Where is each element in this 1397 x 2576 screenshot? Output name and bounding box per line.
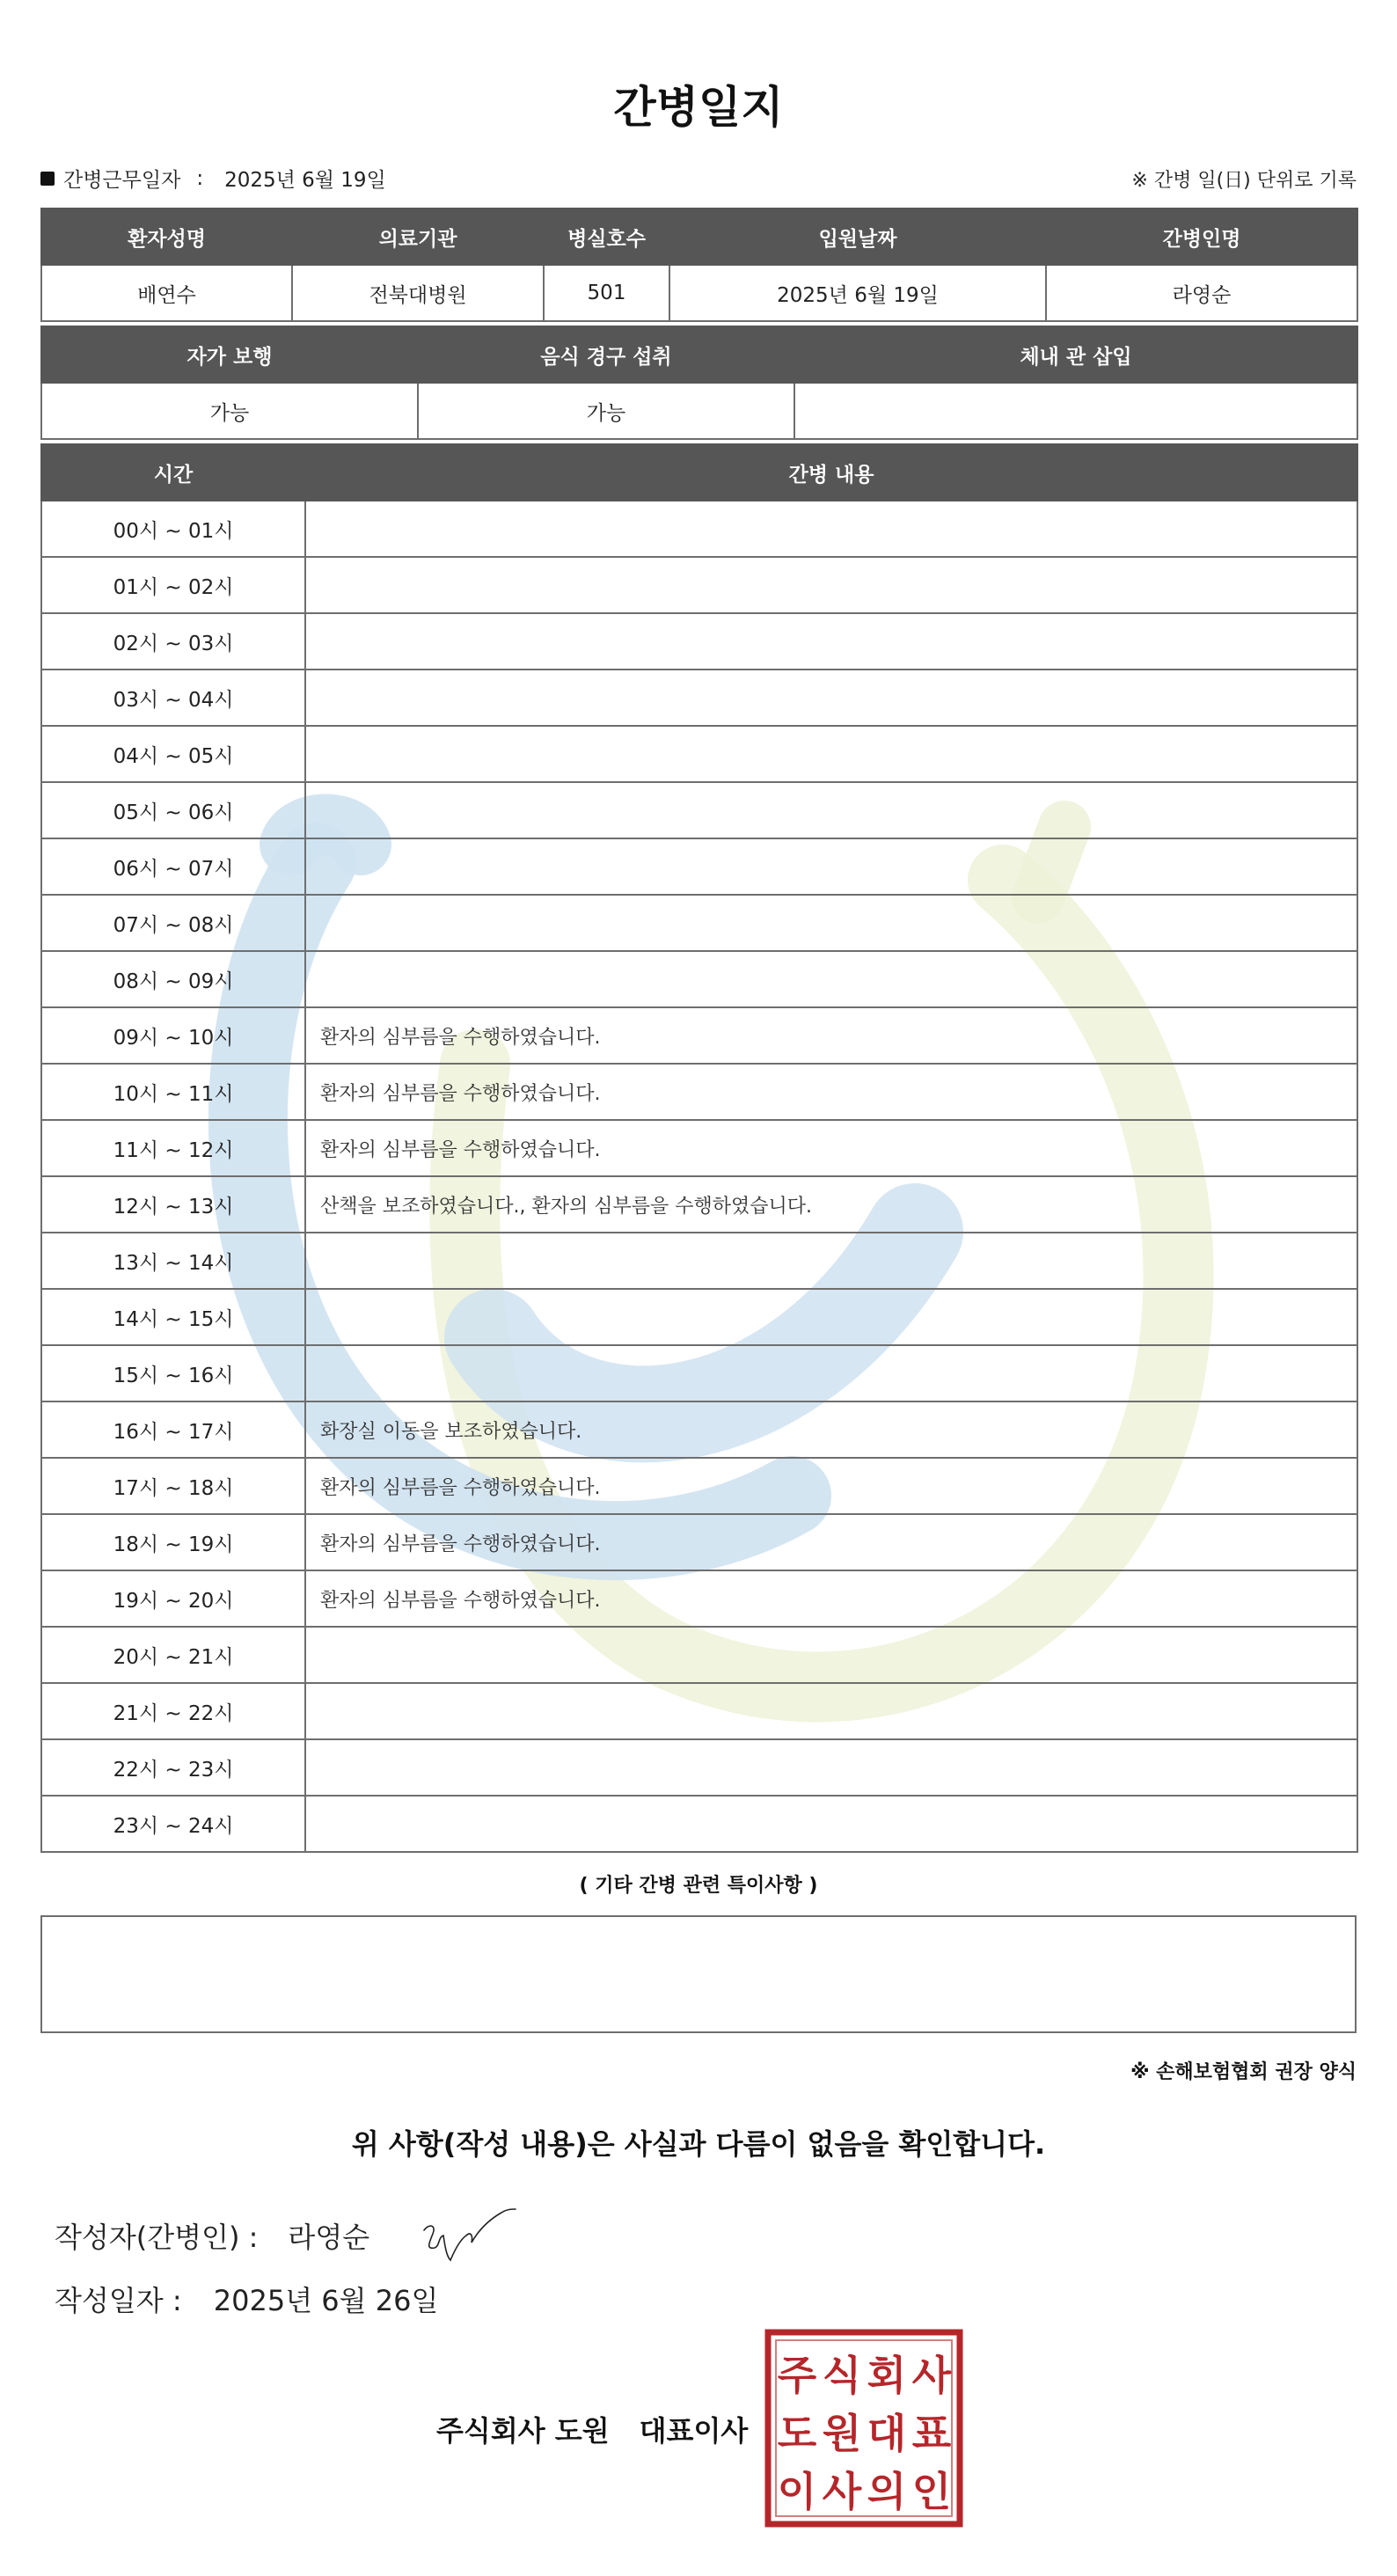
log-time-cell: 08시 ~ 09시 — [41, 951, 305, 1007]
seal-character: 식 — [822, 2352, 862, 2399]
header-caregiver-name: 간병인명 — [1046, 209, 1357, 265]
log-content-cell — [305, 1233, 1357, 1289]
seal-character: 도 — [777, 2410, 817, 2457]
confirmation-statement: 위 사항(작성 내용)은 사실과 다름이 없음을 확인합니다. — [351, 2127, 1046, 2161]
log-time-cell: 02시 ~ 03시 — [41, 613, 305, 670]
log-content-cell: 화장실 이동을 보조하였습니다. — [305, 1401, 1357, 1458]
log-content-cell — [305, 1345, 1357, 1401]
log-content-cell: 환자의 심부름을 수행하였습니다. — [305, 1514, 1357, 1570]
table-row — [41, 557, 1357, 613]
log-time-cell: 23시 ~ 24시 — [41, 1796, 305, 1852]
log-time-cell: 17시 ~ 18시 — [41, 1458, 305, 1514]
log-time-cell: 15시 ~ 16시 — [41, 1345, 305, 1401]
table-row — [41, 726, 1357, 782]
table-row — [41, 501, 1357, 557]
header-care-content: 간병 내용 — [305, 444, 1357, 501]
written-date-row — [55, 2279, 438, 2319]
table-row — [41, 1401, 1357, 1458]
seal-character: 의 — [867, 2468, 907, 2515]
seal-character: 표 — [911, 2410, 952, 2457]
table-row — [41, 1176, 1357, 1233]
log-content-cell — [305, 670, 1357, 726]
log-time-cell: 21시 ~ 22시 — [41, 1683, 305, 1739]
seal-character: 회 — [867, 2352, 907, 2399]
log-time-cell: 07시 ~ 08시 — [41, 895, 305, 951]
admission-date-value: 2025년 6월 19일 — [669, 265, 1046, 321]
header-patient-name: 환자성명 — [41, 209, 292, 265]
header-time: 시간 — [41, 444, 305, 501]
written-date-label: 작성일자 : — [55, 2284, 182, 2317]
log-header-row — [41, 444, 1357, 501]
log-content-cell: 환자의 심부름을 수행하였습니다. — [305, 1064, 1357, 1120]
seal-character: 사 — [822, 2468, 862, 2515]
log-time-cell: 13시 ~ 14시 — [41, 1233, 305, 1289]
seal-character: 대 — [867, 2410, 907, 2457]
header-room-number: 병실호수 — [544, 209, 669, 265]
writer-label: 작성자(간병인) : — [55, 2221, 259, 2254]
caregiver-name-value: 라영순 — [1046, 265, 1357, 321]
table-row — [41, 1514, 1357, 1570]
hospital-value: 전북대병원 — [292, 265, 544, 321]
log-content-cell — [305, 782, 1357, 838]
log-time-cell: 01시 ~ 02시 — [41, 557, 305, 613]
header-admission-date: 입원날짜 — [669, 209, 1046, 265]
written-date-value: 2025년 6월 26일 — [213, 2284, 439, 2317]
hourly-care-log-table — [40, 443, 1358, 1853]
table-row — [41, 1064, 1357, 1120]
work-date-row — [40, 164, 386, 193]
header-tube-insertion: 체내 관 삽입 — [794, 326, 1357, 383]
seal-character: 주 — [777, 2352, 817, 2399]
log-content-cell — [305, 1627, 1357, 1683]
log-time-cell: 18시 ~ 19시 — [41, 1514, 305, 1570]
log-content-cell — [305, 1739, 1357, 1796]
table-row — [41, 951, 1357, 1007]
table-row — [41, 670, 1357, 726]
log-content-cell: 산책을 보조하였습니다., 환자의 심부름을 수행하였습니다. — [305, 1176, 1357, 1233]
log-time-cell: 10시 ~ 11시 — [41, 1064, 305, 1120]
header-hospital: 의료기관 — [292, 209, 544, 265]
log-content-cell — [305, 895, 1357, 951]
log-content-cell: 환자의 심부름을 수행하였습니다. — [305, 1007, 1357, 1064]
writer-row — [55, 2215, 369, 2256]
company-seal-stamp — [764, 2328, 964, 2528]
work-date-colon: : — [196, 166, 204, 190]
seal-character: 이 — [777, 2468, 817, 2515]
log-content-cell — [305, 501, 1357, 557]
page-title: 간병일지 — [613, 82, 784, 133]
table-row — [41, 895, 1357, 951]
bullet-square-icon — [40, 172, 55, 186]
writer-name: 라영순 — [288, 2221, 370, 2254]
room-number-value: 501 — [544, 265, 669, 321]
patient-info-header-row — [41, 209, 1357, 265]
ceo-title: 대표이사 — [639, 2414, 749, 2448]
table-row — [41, 1289, 1357, 1345]
table-row — [41, 782, 1357, 838]
log-time-cell: 09시 ~ 10시 — [41, 1007, 305, 1064]
daily-record-note: ※ 간병 일(日) 단위로 기록 — [1131, 170, 1357, 192]
log-content-cell — [305, 726, 1357, 782]
patient-info-value-row — [41, 265, 1357, 321]
work-date-value: 2025년 6월 19일 — [224, 169, 386, 192]
log-content-cell — [305, 951, 1357, 1007]
table-row — [41, 1345, 1357, 1401]
log-content-cell: 환자의 심부름을 수행하였습니다. — [305, 1570, 1357, 1627]
log-content-cell — [305, 1289, 1357, 1345]
log-time-cell: 11시 ~ 12시 — [41, 1120, 305, 1176]
table-row — [41, 838, 1357, 895]
header-oral-intake: 음식 경구 섭취 — [418, 326, 794, 383]
seal-character: 인 — [911, 2468, 952, 2515]
table-row — [41, 1233, 1357, 1289]
table-row — [41, 1627, 1357, 1683]
log-content-cell: 환자의 심부름을 수행하였습니다. — [305, 1458, 1357, 1514]
log-time-cell: 16시 ~ 17시 — [41, 1401, 305, 1458]
seal-character: 원 — [822, 2410, 862, 2457]
special-notes-box — [40, 1915, 1357, 2033]
handwritten-signature — [421, 2204, 517, 2264]
patient-status-value-row — [41, 383, 1357, 439]
log-content-cell — [305, 1796, 1357, 1852]
log-time-cell: 04시 ~ 05시 — [41, 726, 305, 782]
log-time-cell: 14시 ~ 15시 — [41, 1289, 305, 1345]
table-row — [41, 1796, 1357, 1852]
table-row — [41, 1683, 1357, 1739]
seal-character: 사 — [911, 2352, 952, 2399]
oral-intake-value: 가능 — [418, 383, 794, 439]
patient-name-value: 배연수 — [41, 265, 292, 321]
log-content-cell — [305, 613, 1357, 670]
log-content-cell — [305, 1683, 1357, 1739]
patient-status-table — [40, 326, 1358, 440]
patient-status-header-row — [41, 326, 1357, 383]
log-time-cell: 06시 ~ 07시 — [41, 838, 305, 895]
log-content-cell: 환자의 심부름을 수행하였습니다. — [305, 1120, 1357, 1176]
table-row — [41, 1570, 1357, 1627]
table-row — [41, 1458, 1357, 1514]
log-time-cell: 05시 ~ 06시 — [41, 782, 305, 838]
table-row — [41, 613, 1357, 670]
log-time-cell: 22시 ~ 23시 — [41, 1739, 305, 1796]
tube-insertion-value — [794, 383, 1357, 439]
log-content-cell — [305, 557, 1357, 613]
company-name: 주식회사 도원 — [436, 2414, 610, 2448]
self-walking-value: 가능 — [41, 383, 418, 439]
table-row — [41, 1739, 1357, 1796]
log-time-cell: 00시 ~ 01시 — [41, 501, 305, 557]
work-date-label: 간병근무일자 — [63, 169, 181, 192]
special-notes-title: ( 기타 간병 관련 특이사항 ) — [579, 1875, 818, 1897]
header-self-walking: 자가 보행 — [41, 326, 418, 383]
log-time-cell: 19시 ~ 20시 — [41, 1570, 305, 1627]
log-time-cell: 20시 ~ 21시 — [41, 1627, 305, 1683]
log-time-cell: 12시 ~ 13시 — [41, 1176, 305, 1233]
recommended-form-note: ※ 손해보험협회 권장 양식 — [1130, 2061, 1357, 2083]
company-signature-line — [436, 2409, 748, 2449]
patient-info-table — [40, 208, 1358, 322]
table-row — [41, 1007, 1357, 1064]
log-content-cell — [305, 838, 1357, 895]
table-row — [41, 1120, 1357, 1176]
log-body — [41, 501, 1357, 1852]
log-time-cell: 03시 ~ 04시 — [41, 670, 305, 726]
